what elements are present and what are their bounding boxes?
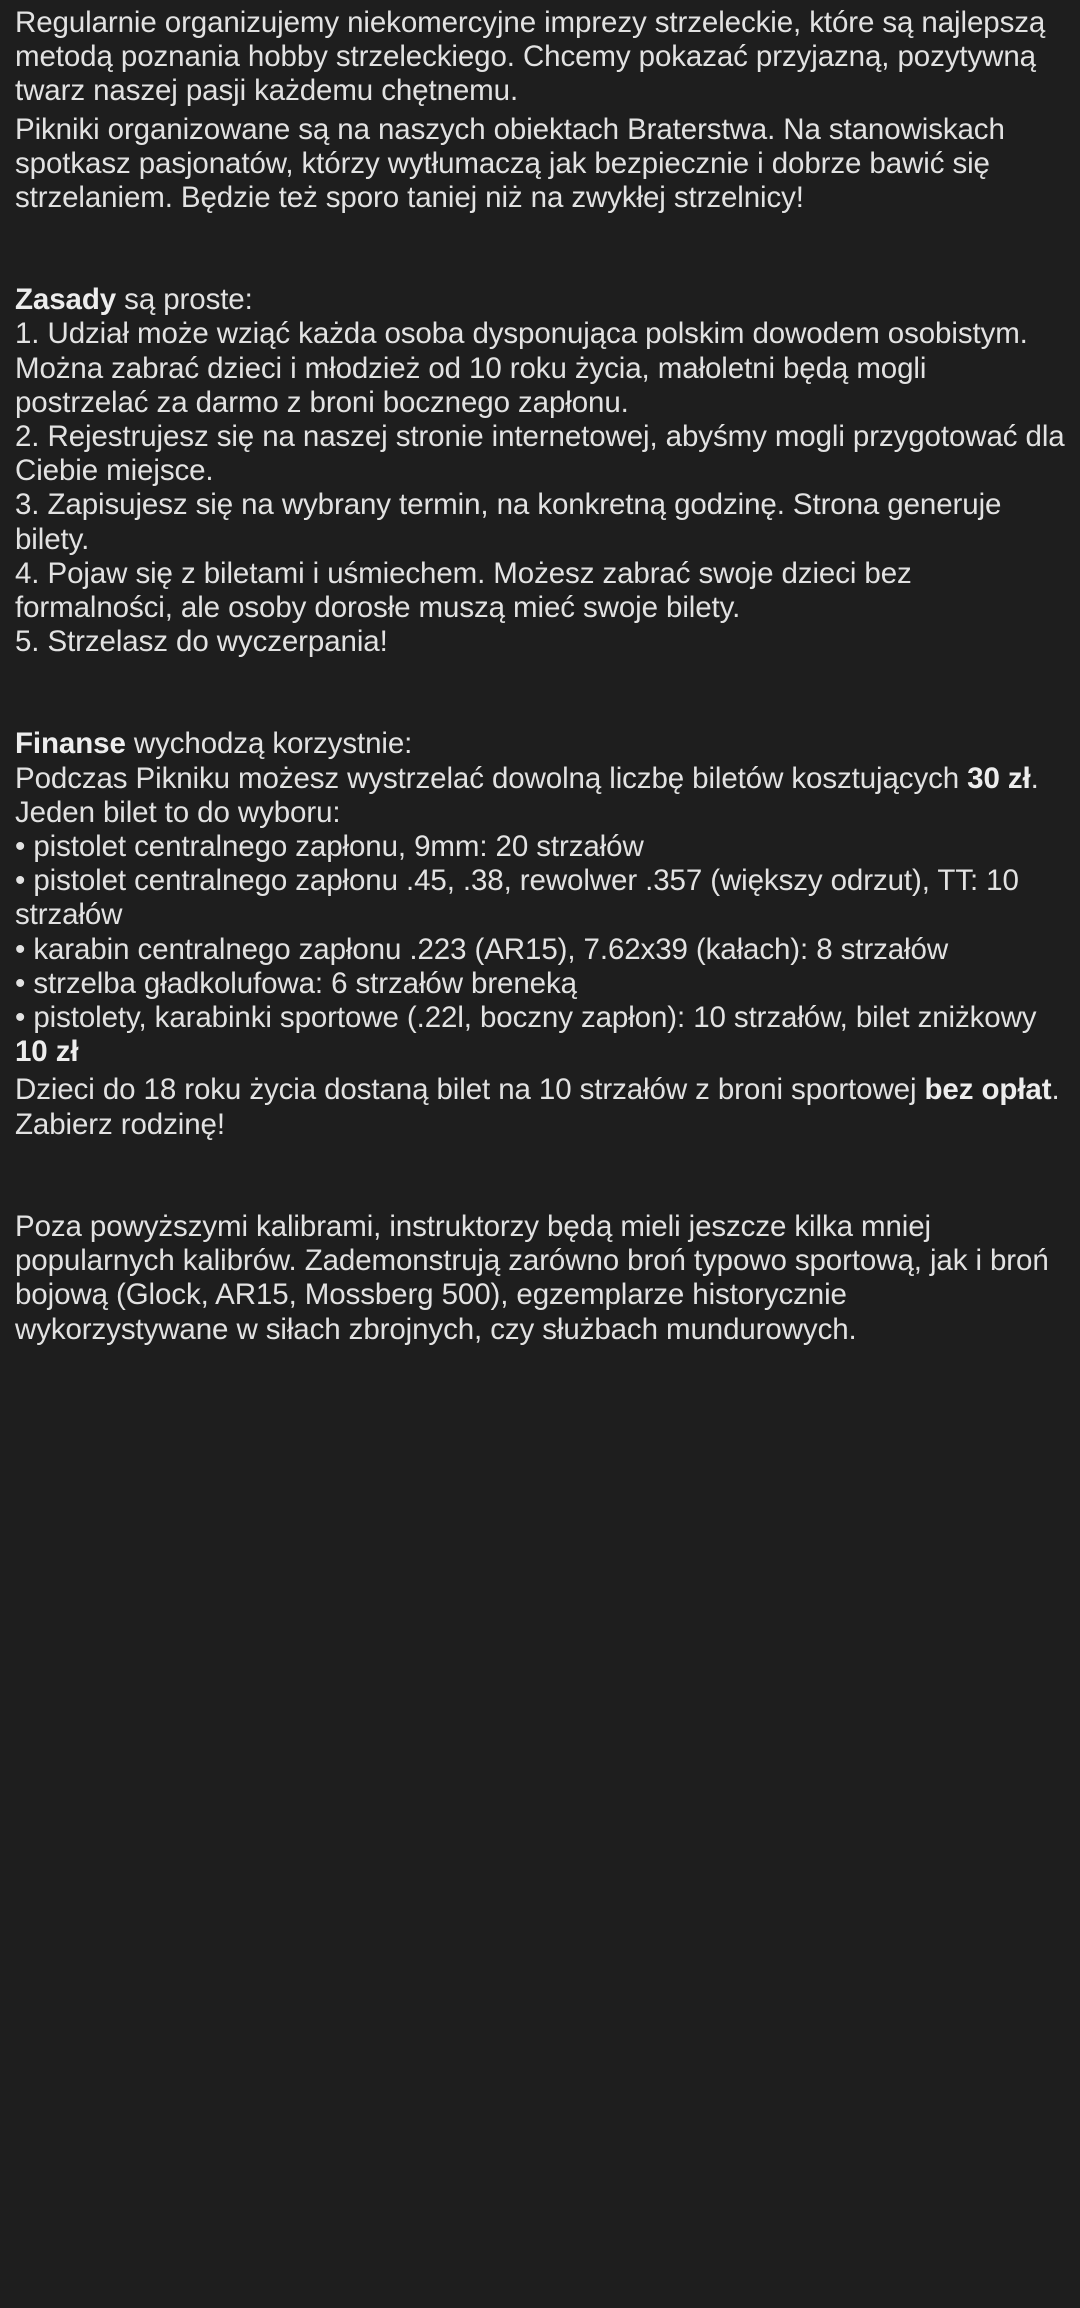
children-pre: Dzieci do 18 roku życia dostaną bilet na 10 strzałów z broni sportowej bbox=[15, 1073, 925, 1107]
heading-finanse bbox=[15, 727, 1066, 761]
discount-price: 10 zł bbox=[15, 1035, 79, 1069]
paragraph-ticket-price bbox=[15, 762, 1066, 830]
bullet-glyph: • bbox=[15, 1001, 26, 1035]
children-post: . Zabierz rodzinę! bbox=[15, 1073, 1060, 1141]
heading-zasady-rest: są proste: bbox=[116, 283, 253, 317]
spacer bbox=[15, 1142, 1066, 1210]
ticket-price-amount: 30 zł bbox=[967, 761, 1031, 795]
list-item: 5. Strzelasz do wyczerpania! bbox=[15, 625, 388, 659]
bullet-glyph: • bbox=[15, 966, 26, 1000]
children-free-badge: bez opłat bbox=[924, 1073, 1052, 1107]
list-item: 1. Udział może wziąć każda osoba dysponująca polskim dowodem osobistym. Można zabrać dzieci i młodzież od 10 roku życia, małoletni będą mogli postrzelać za darmo z broni bocznego zapłonu. bbox=[15, 317, 1028, 419]
list-item-text-pre: pistolety, karabinki sportowe (.22l, boczny zapłon): 10 strzałów, bilet zniżkowy bbox=[33, 1001, 1037, 1035]
paragraph-intro: Regularnie organizujemy niekomercyjne imprezy strzeleckie, które są najlepszą metodą poznania hobby strzeleckiego. Chcemy pokazać przyjazną, pozytywną twarz naszej pasji każdemu chętnemu. bbox=[15, 6, 1046, 108]
paragraph-children bbox=[15, 1073, 1066, 1141]
list-item: 4. Pojaw się z biletami i uśmiechem. Możesz zabrać swoje dzieci bez formalności, ale osoby dorosłe muszą mieć swoje bilety. bbox=[15, 556, 912, 625]
list-item-text: strzelba gładkolufowa: 6 strzałów breneką bbox=[33, 966, 577, 1000]
list-item bbox=[15, 1001, 1066, 1069]
list-item bbox=[15, 967, 1066, 1001]
caliber-list bbox=[15, 830, 1066, 1069]
list-item bbox=[15, 933, 1066, 967]
heading-zasady bbox=[15, 283, 1066, 317]
bullet-glyph: • bbox=[15, 932, 26, 966]
document-body bbox=[15, 6, 1066, 1347]
bullet-glyph: • bbox=[15, 864, 26, 898]
spacer bbox=[15, 215, 1066, 283]
rules-list bbox=[15, 317, 1066, 659]
ticket-price-post: . Jeden bilet to do wyboru: bbox=[15, 761, 1039, 829]
list-item-text: pistolet centralnego zapłonu .45, .38, rewolwer .357 (większy odrzut), TT: 10 strzałów bbox=[15, 864, 1019, 932]
heading-zasady-bold: Zasady bbox=[15, 283, 117, 317]
list-item-text: karabin centralnego zapłonu .223 (AR15), 7.62x39 (kałach): 8 strzałów bbox=[33, 932, 949, 966]
spacer bbox=[15, 659, 1066, 727]
list-item bbox=[15, 864, 1066, 932]
list-item: 2. Rejestrujesz się na naszej stronie internetowej, abyśmy mogli przygotować dla Ciebie miejsce. bbox=[15, 420, 1065, 488]
heading-finanse-rest: wychodzą korzystnie: bbox=[125, 727, 413, 761]
bullet-glyph: • bbox=[15, 830, 26, 864]
paragraph-pikniki: Pikniki organizowane są na naszych obiektach Braterstwa. Na stanowiskach spotkasz pasjonatów, którzy wytłumaczą jak bezpiecznie i dobrze bawić się strzelaniem. Będzie też sporo taniej niż na zwykłej strzelnicy! bbox=[15, 112, 1005, 215]
list-item bbox=[15, 830, 1066, 864]
ticket-price-pre: Podczas Pikniku możesz wystrzelać dowolną liczbę biletów kosztujących bbox=[15, 761, 968, 795]
list-item: 3. Zapisujesz się na wybrany termin, na konkretną godzinę. Strona generuje bilety. bbox=[15, 488, 1002, 556]
paragraph-extra-calibers: Poza powyższymi kalibrami, instruktorzy będą mieli jeszcze kilka mniej popularnych kalibrów. Zademonstrują zarówno broń typowo sportową, jak i broń bojową (Glock, AR15, Mossberg 500), egzemplarze historycznie wykorzystywane w siłach zbrojnych, czy służbach mundurowych. bbox=[15, 1209, 1049, 1346]
heading-finanse-bold: Finanse bbox=[15, 727, 126, 761]
list-item-text: pistolet centralnego zapłonu, 9mm: 20 strzałów bbox=[33, 830, 644, 864]
